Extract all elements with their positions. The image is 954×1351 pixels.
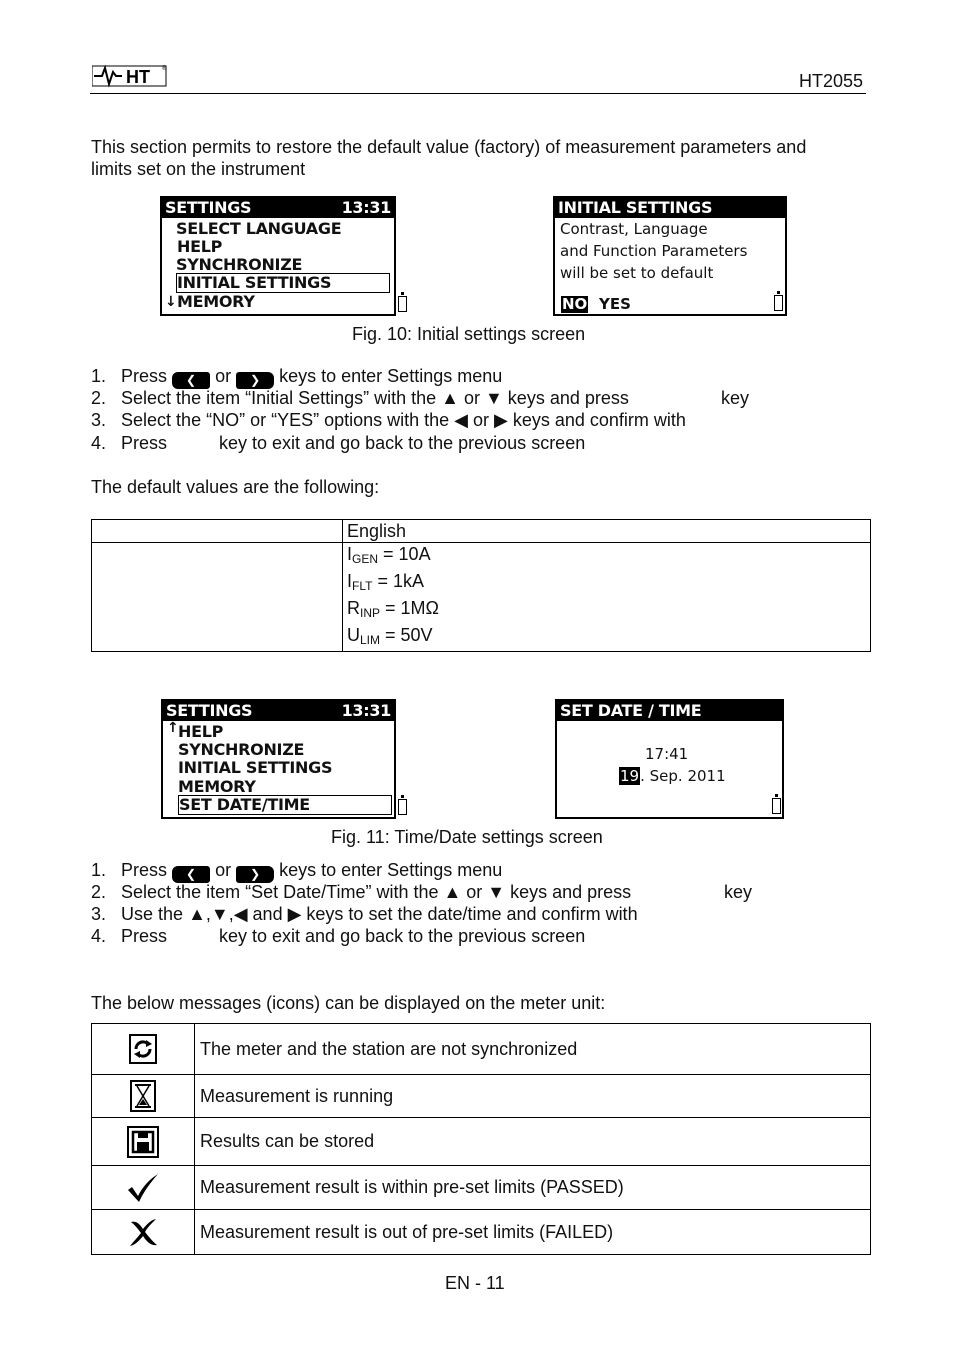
step-2-key: key — [724, 882, 753, 902]
battery-icon — [774, 295, 783, 311]
option-no: NO — [562, 295, 588, 313]
lcd-initial-settings-screen — [553, 196, 787, 316]
lcd-title: SETTINGS — [166, 701, 253, 720]
svg-text:®: ® — [162, 66, 167, 72]
step-2: 2. Select the item “Set Date/Time” with the ▲ or ▼ keys and press — [91, 882, 632, 902]
battery-icon — [398, 296, 407, 312]
menu-item-selected: SET DATE/TIME — [178, 795, 392, 815]
right-key-icon: ❯ — [236, 372, 274, 389]
hourglass-icon — [130, 1080, 156, 1112]
step-4-rest: key to exit and go back to the previous screen — [219, 433, 586, 453]
table-row — [92, 1210, 871, 1255]
lcd-time: 13:31 — [341, 701, 391, 720]
table-cell — [92, 543, 343, 652]
battery-icon — [398, 799, 407, 815]
menu-item: MEMORY — [178, 777, 256, 796]
figure-caption: Fig. 11: Time/Date settings screen — [331, 827, 603, 847]
battery-icon — [772, 798, 781, 814]
lcd-time-value: 17:41 — [645, 745, 689, 763]
defaults-intro: The default values are the following: — [91, 477, 380, 497]
scroll-down-icon: ↓ — [165, 294, 177, 310]
intro-line1: This section permits to restore the default value (factory) of measurement parameters and — [91, 137, 807, 157]
lcd-text: will be set to default — [560, 264, 714, 282]
model-name: HT2055 — [798, 71, 863, 91]
lcd-settings-screen-2 — [161, 699, 396, 819]
header-divider — [90, 93, 866, 94]
table-cell: Measurement is running — [195, 1075, 871, 1118]
defaults-table — [91, 519, 871, 652]
cross-icon — [127, 1216, 159, 1248]
step-2-key: key — [721, 388, 750, 408]
figure-caption: Fig. 10: Initial settings screen — [352, 324, 586, 344]
param-igen: $I_{GEN} = 10A$ — [347, 544, 431, 566]
table-row — [92, 520, 871, 543]
lcd-date-time-screen — [555, 699, 784, 819]
menu-item: MEMORY — [177, 292, 255, 311]
table-cell: The meter and the station are not synchronized — [195, 1024, 871, 1075]
table-cell — [92, 1210, 195, 1255]
param-ulim: $U_{LIM} = 50V$ — [347, 625, 433, 647]
svg-text:HT: HT — [126, 67, 150, 87]
table-cell — [92, 1166, 195, 1210]
check-icon — [125, 1172, 161, 1204]
ht-logo — [92, 62, 170, 88]
step-4: 4. Press — [91, 926, 168, 946]
step-1: 1. Press ❮ or ❯ keys to enter Settings menu — [91, 366, 503, 387]
table-row — [92, 1024, 871, 1075]
lcd-title: INITIAL SETTINGS — [558, 198, 713, 217]
menu-item: SYNCHRONIZE — [178, 740, 305, 759]
menu-item: INITIAL SETTINGS — [178, 758, 333, 777]
table-row — [92, 543, 871, 652]
lcd-text: and Function Parameters — [560, 242, 748, 260]
lcd-title: SET DATE / TIME — [560, 701, 702, 720]
table-cell — [92, 520, 343, 543]
table-row — [92, 1118, 871, 1166]
lcd-date-value: 19. Sep. 2011 — [620, 767, 726, 785]
option-yes: YES — [599, 295, 631, 313]
day-field-selected: 19 — [620, 767, 640, 785]
scroll-up-icon: ↑ — [167, 720, 179, 736]
table-cell — [343, 543, 871, 652]
lcd-text: Contrast, Language — [560, 220, 708, 238]
table-cell: Measurement result is out of pre-set limits (FAILED) — [195, 1210, 871, 1255]
table-row — [92, 1166, 871, 1210]
lcd-settings-screen-1 — [160, 196, 396, 316]
left-key-icon: ❮ — [172, 372, 210, 389]
menu-item: SELECT LANGUAGE — [176, 219, 342, 238]
menu-item: HELP — [177, 237, 223, 256]
icons-table — [91, 1023, 871, 1255]
save-icon — [127, 1126, 159, 1158]
icons-intro: The below messages (icons) can be displayed on the meter unit: — [91, 993, 606, 1013]
table-cell: Measurement result is within pre-set limits (PASSED) — [195, 1166, 871, 1210]
table-cell: Results can be stored — [195, 1118, 871, 1166]
step-2: 2. Select the item “Initial Settings” with the ▲ or ▼ keys and press — [91, 388, 629, 408]
menu-item-selected: INITIAL SETTINGS — [176, 273, 390, 293]
page-number: EN - 11 — [445, 1273, 505, 1293]
lcd-time: 13:31 — [341, 198, 391, 217]
step-4-rest: key to exit and go back to the previous screen — [219, 926, 586, 946]
step-3: 3. Select the “NO” or “YES” options with the ◀ or ▶ keys and confirm with — [91, 410, 686, 430]
step-4: 4. Press — [91, 433, 168, 453]
table-row — [92, 1075, 871, 1118]
intro-line2: limits set on the instrument — [91, 159, 306, 179]
param-iflt: $I_{FLT} = 1kA$ — [347, 571, 424, 593]
left-key-icon: ❮ — [172, 866, 210, 883]
sync-icon — [129, 1034, 157, 1064]
table-cell — [92, 1024, 195, 1075]
lcd-title: SETTINGS — [165, 198, 252, 217]
right-key-icon: ❯ — [236, 866, 274, 883]
param-rinp: $R_{INP} = 1M\Omega$ — [347, 598, 439, 620]
table-cell — [92, 1075, 195, 1118]
menu-item: SYNCHRONIZE — [176, 255, 303, 274]
menu-item: HELP — [178, 722, 224, 741]
table-cell — [92, 1118, 195, 1166]
step-3: 3. Use the ▲,▼,◀ and ▶ keys to set the date/time and confirm with — [91, 904, 638, 924]
table-cell: English — [343, 520, 871, 543]
step-1: 1. Press ❮ or ❯ keys to enter Settings menu — [91, 860, 503, 881]
